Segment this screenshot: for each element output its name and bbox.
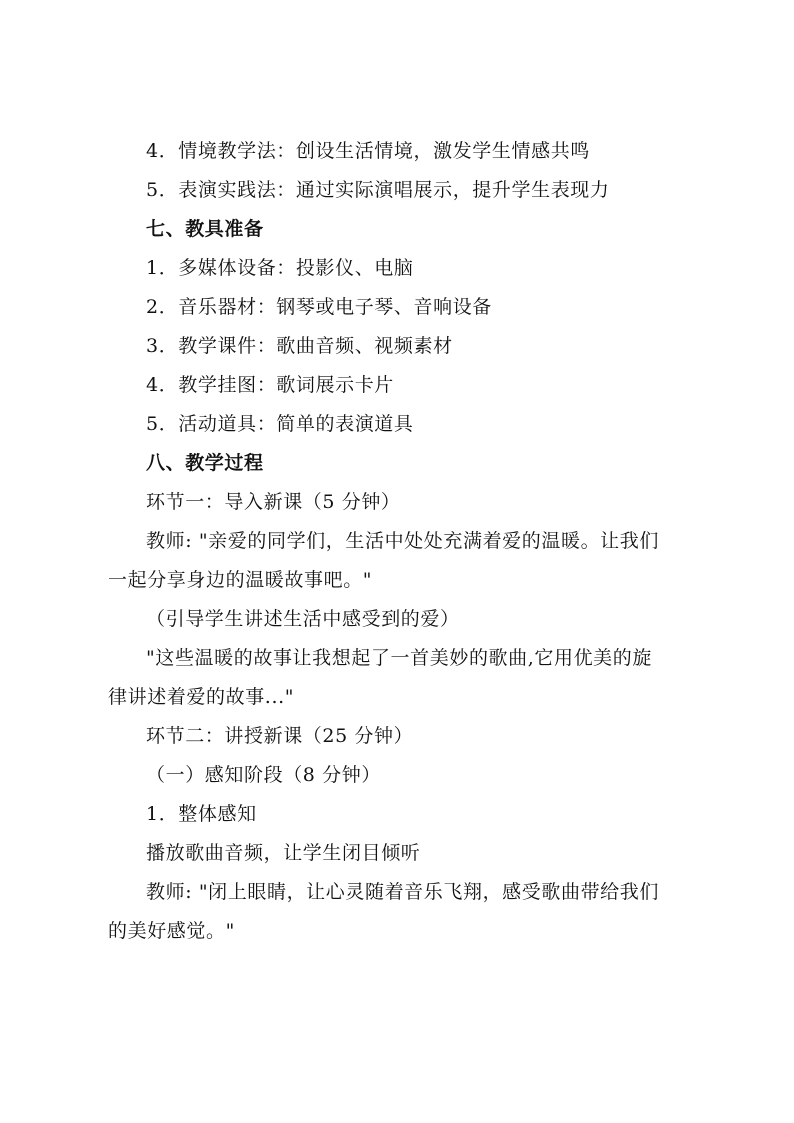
phase-1-item: 1．整体感知	[146, 803, 257, 825]
paragraph-line: "这些温暖的故事让我想起了一首美妙的歌曲,它用优美的旋	[146, 647, 652, 669]
paragraph-line: 教师: "闭上眼睛，让心灵随着音乐飞翔，感受歌曲带给我们	[146, 881, 659, 903]
aid-item-1: 1．多媒体设备：投影仪、电脑	[146, 257, 414, 279]
document-body	[108, 132, 696, 951]
stage-2-title: 环节二：讲授新课（25 分钟）	[146, 725, 414, 747]
method-item-4: 4．情境教学法：创设生活情境，激发学生情感共鸣	[146, 140, 590, 162]
aid-item-5: 5．活动道具：简单的表演道具	[146, 413, 414, 435]
paragraph-line: 一起分享身边的温暖故事吧。"	[108, 569, 373, 591]
method-item-5: 5．表演实践法：通过实际演唱展示，提升学生表现力	[146, 179, 610, 201]
aid-item-2: 2．音乐器材：钢琴或电子琴、音响设备	[146, 296, 492, 318]
stage-1-title: 环节一：导入新课（5 分钟）	[146, 491, 401, 513]
section-heading-teaching-aids: 七、教具准备	[146, 218, 264, 240]
paragraph-line: 教师: "亲爱的同学们，生活中处处充满着爱的温暖。让我们	[146, 530, 659, 552]
phase-1-title: （一）感知阶段（8 分钟）	[146, 764, 381, 786]
phase-1-text: 播放歌曲音频，让学生闭目倾听	[146, 842, 421, 864]
paragraph-line: 律讲述着爱的故事..."	[108, 686, 295, 708]
section-heading-teaching-process: 八、教学过程	[146, 452, 264, 474]
teacher-paragraph-1	[108, 522, 696, 600]
paragraph-line: 的美好感觉。"	[108, 920, 235, 942]
aid-item-4: 4．教学挂图：歌词展示卡片	[146, 374, 394, 396]
teacher-paragraph-2	[108, 873, 696, 951]
guidance-note: （引导学生讲述生活中感受到的爱）	[146, 608, 460, 630]
aid-item-3: 3．教学课件：歌曲音频、视频素材	[146, 335, 453, 357]
quote-paragraph	[108, 639, 696, 717]
